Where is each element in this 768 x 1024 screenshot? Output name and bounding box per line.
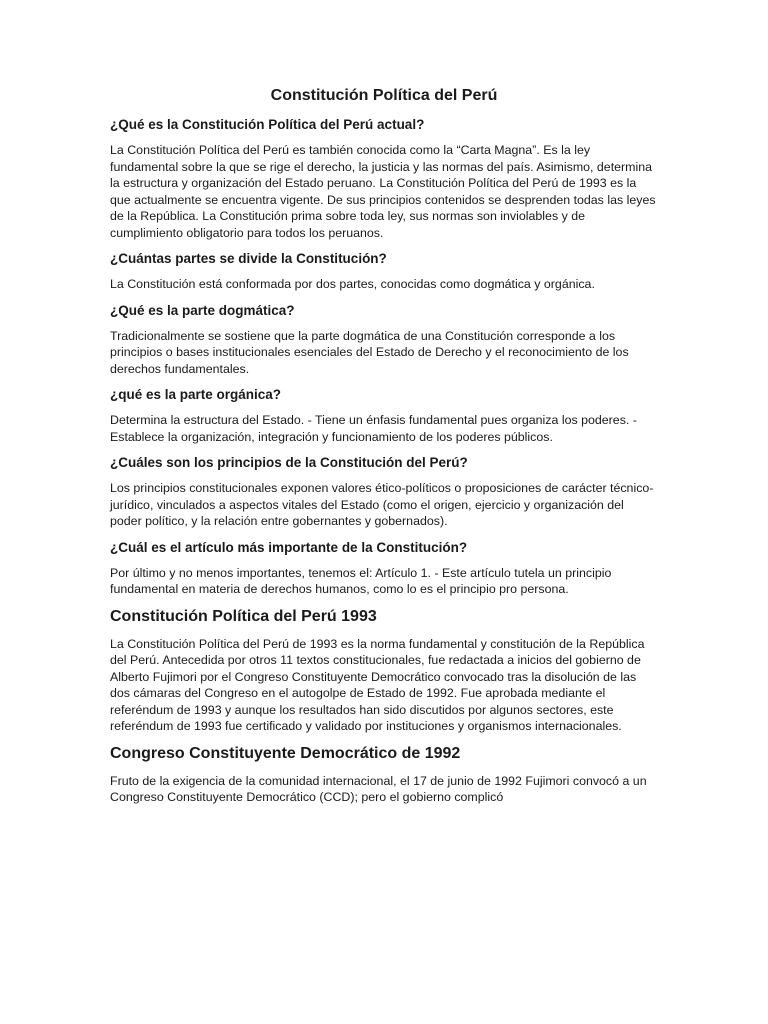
section-heading-1993: Constitución Política del Perú 1993 <box>110 607 377 625</box>
question-heading-most-important-article: ¿Cuál es el artículo más importante de la Constitución? <box>110 539 468 555</box>
question-heading-parts: ¿Cuántas partes se divide la Constitución? <box>110 251 387 266</box>
document-title: Constitución Política del Perú <box>270 87 498 104</box>
paragraph-current-constitution: La Constitución Política del Perú es también conocida como la “Carta Magna”. Es la ley fundamental sobre la que se rige el derecho, la justicia y las normas del país. Asimismo, determina la estructura y organización del Estado peruano. La Constitución Política del Perú de 1993 es la que actualmente se encuentra vigente. De sus principios contenidos se desprenden todas las leyes de la República. La Constitución prima sobre toda ley, sus normas son inviolables y de cumplimiento obligatorio para todos los peruanos. <box>110 143 656 240</box>
question-heading-dogmatic: ¿Qué es la parte dogmática? <box>110 302 295 318</box>
paragraph-most-important-article: Por último y no menos importantes, tenemos el: Artículo 1. - Este artículo tutela un principio fundamental en materia de derechos humanos, como lo es el principio pro persona. <box>110 565 612 596</box>
paragraph-principles: Los principios constitucionales exponen valores ético-políticos o proposiciones de carácter técnico- jurídico, vinculados a aspectos vitales del Estado (como el origen, ejercicio y organización del poder político, y la relación entre gobernantes y gobernados). <box>110 481 654 528</box>
paragraph-organic: Determina la estructura del Estado. - Tiene un énfasis fundamental pues organiza los poderes. - Establece la organización, integración y funcionamiento de los poderes públicos. <box>110 413 637 444</box>
paragraph-parts: La Constitución está conformada por dos partes, conocidas como dogmática y orgánica. <box>110 277 595 291</box>
section-heading-ccd: Congreso Constituyente Democrático de 1992 <box>110 744 461 762</box>
question-heading-current-constitution: ¿Qué es la Constitución Política del Perú actual? <box>110 117 425 132</box>
paragraph-ccd: Fruto de la exigencia de la comunidad internacional, el 17 de junio de 1992 Fujimori convocó a un Congreso Constituyente Democrático (CCD); pero el gobierno complicó <box>110 773 647 804</box>
question-heading-organic: ¿qué es la parte orgánica? <box>110 387 282 402</box>
paragraph-dogmatic: Tradicionalmente se sostiene que la parte dogmática de una Constitución corresponde a los principios o bases institucionales esenciales del Estado de Derecho y el reconocimiento de los derechos fundamentales. <box>110 328 629 376</box>
paragraph-1993: La Constitución Política del Perú de 1993 es la norma fundamental y constitución de la República del Perú. Antecedida por otros 11 textos constitucionales, fue redactada a inicios del gobierno de Alberto Fujimori por el Congreso Constituyente Democrático convocado tras la disolución de las dos cámaras del Congreso en el autogolpe de Estado de 1992. Fue aprobada mediante el referéndum de 1993 y aunque los resultados han sido discutidos por algunos sectores, este referéndum de 1993 fue certificado y validado por instituciones y organismos internacionales. <box>110 636 645 733</box>
question-heading-principles: ¿Cuáles son los principios de la Constitución del Perú? <box>110 455 468 470</box>
document-page <box>110 86 658 815</box>
